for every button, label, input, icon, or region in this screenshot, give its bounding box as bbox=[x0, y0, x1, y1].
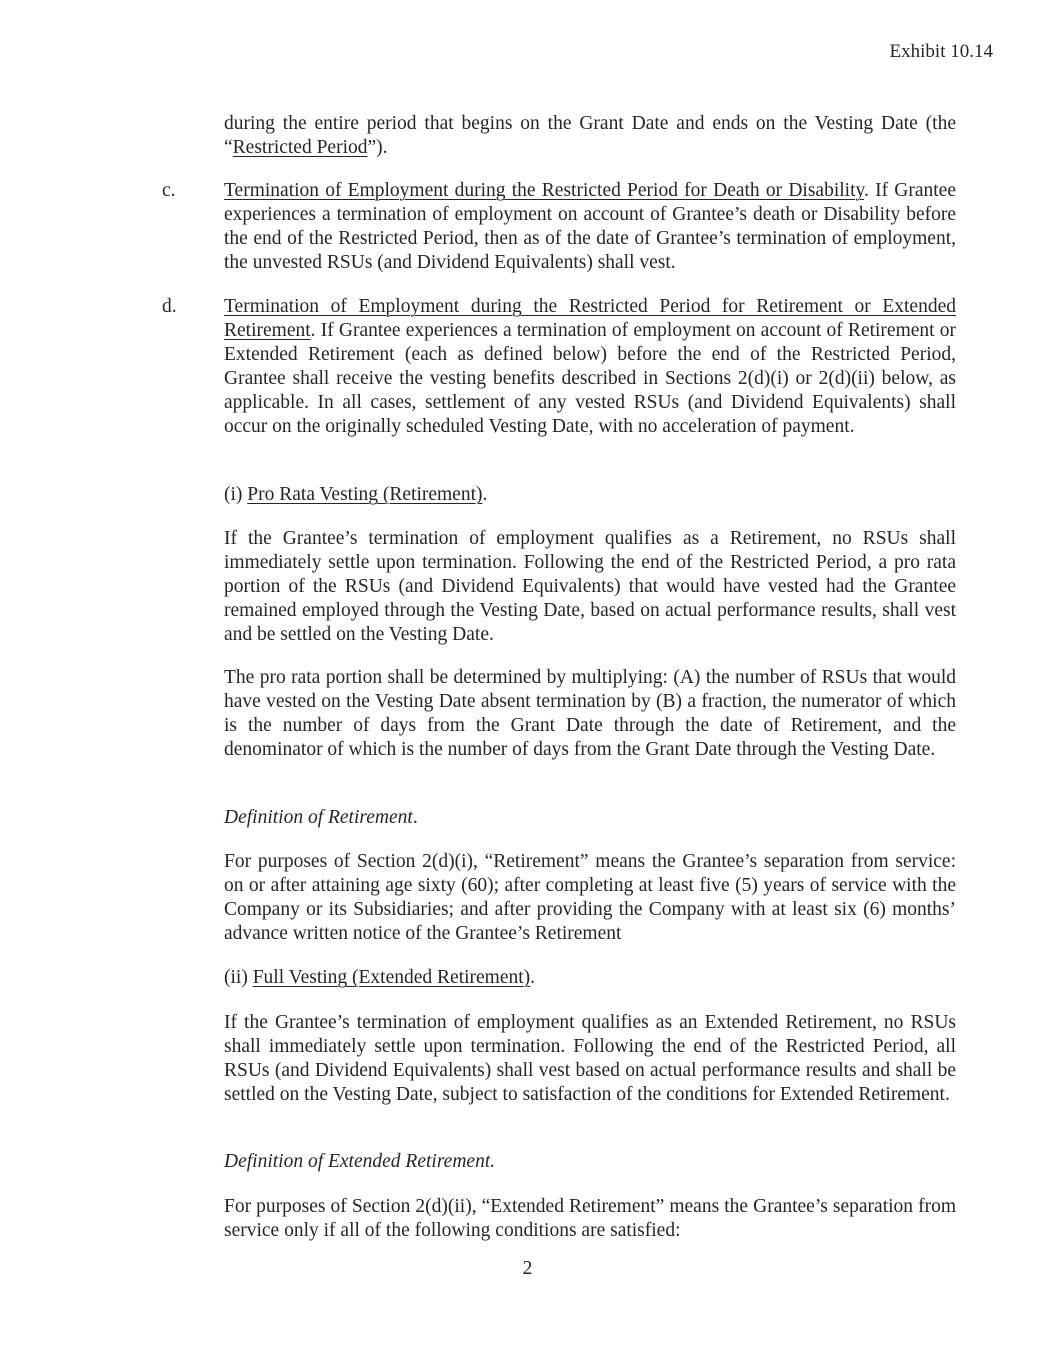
sub-i-heading-line bbox=[224, 483, 956, 507]
extended-retirement-definition-heading: Definition of Extended Retirement. bbox=[224, 1151, 496, 1172]
retirement-definition-heading-line bbox=[224, 806, 956, 830]
sub-i-paragraph-2: The pro rata portion shall be determined by multiplying: (A) the number of RSUs that would have vested on the Vesting Date absent termination by (B) a fraction, the numerator of which is the number of days from the Grant Date through the date of Retirement, and the denominator of which is the number of days from the Grant Date through the Vesting Date. bbox=[224, 667, 956, 760]
section-c-heading: Termination of Employment during the Restricted Period for Death or Disability bbox=[224, 180, 864, 201]
intro-paragraph bbox=[224, 112, 956, 160]
restricted-period-term: Restricted Period bbox=[232, 137, 368, 158]
sub-i-heading: Pro Rata Vesting (Retirement) bbox=[247, 484, 483, 505]
section-c-marker: c. bbox=[162, 180, 176, 201]
exhibit-label: Exhibit 10.14 bbox=[889, 41, 993, 62]
sub-i-prefix: (i) bbox=[224, 484, 248, 505]
sub-i-suffix: . bbox=[482, 484, 488, 505]
sub-ii-suffix: . bbox=[530, 967, 536, 988]
retirement-definition-body: For purposes of Section 2(d)(i), “Retirement” means the Grantee’s separation from service: on or after attaining age sixty (60); after completing at least five (5) years of service with the Company or its Subsidiaries; and after providing the Company with at least six (6) months’ advance written notice of the Grantee’s Retirement bbox=[224, 851, 956, 944]
section-d-heading: Termination of Employment during the Restricted Period for Retirement or Extended Retirement bbox=[224, 296, 956, 341]
page-number: 2 bbox=[522, 1258, 533, 1279]
sub-ii-heading-line bbox=[224, 966, 956, 990]
extended-retirement-definition-body: For purposes of Section 2(d)(ii), “Extended Retirement” means the Grantee’s separation from service only if all of the following conditions are satisfied: bbox=[224, 1196, 956, 1241]
sub-ii-paragraph-1: If the Grantee’s termination of employment qualifies as an Extended Retirement, no RSUs shall immediately settle upon termination. Following the end of the Restricted Period, all RSUs (and Dividend Equivalents) shall vest based on actual performance results and shall be settled on the Vesting Date, subject to satisfaction of the conditions for Extended Retirement. bbox=[224, 1012, 956, 1105]
sub-ii-prefix: (ii) bbox=[224, 967, 253, 988]
sub-i-paragraph-1: If the Grantee’s termination of employment qualifies as a Retirement, no RSUs shall immediately settle upon termination. Following the end of the Restricted Period, a pro rata portion of the RSUs (and Dividend Equivalents) that would have vested had the Grantee remained employed through the Vesting Date, based on actual performance results, shall vest and be settled on the Vesting Date. bbox=[224, 528, 956, 645]
section-d-paragraph bbox=[224, 295, 956, 439]
retirement-definition-suffix: . bbox=[412, 807, 418, 828]
section-c-body: . If Grantee experiences a termination of employment on account of Grantee’s death or Disability before the end of the Restricted Period, then as of the date of Grantee’s termination of employment, the unvested RSUs (and Dividend Equivalents) shall vest. bbox=[224, 180, 956, 273]
section-d-body: . If Grantee experiences a termination of employment on account of Retirement or Extended Retirement (each as defined below) before the end of the Restricted Period, Grantee shall receive the vesting benefits described in Sections 2(d)(i) or 2(d)(ii) below, as applicable. In all cases, settlement of any vested RSUs (and Dividend Equivalents) shall occur on the originally scheduled Vesting Date, with no acceleration of payment. bbox=[224, 320, 956, 437]
retirement-definition-heading: Definition of Retirement bbox=[224, 807, 413, 828]
intro-text-2: ”). bbox=[367, 137, 388, 158]
section-c-paragraph bbox=[224, 179, 956, 275]
intro-text-1: during the entire period that begins on the Grant Date and ends on the Vesting Date (the “ bbox=[224, 113, 956, 158]
sub-ii-heading: Full Vesting (Extended Retirement) bbox=[252, 967, 531, 988]
section-d-marker: d. bbox=[162, 296, 177, 317]
